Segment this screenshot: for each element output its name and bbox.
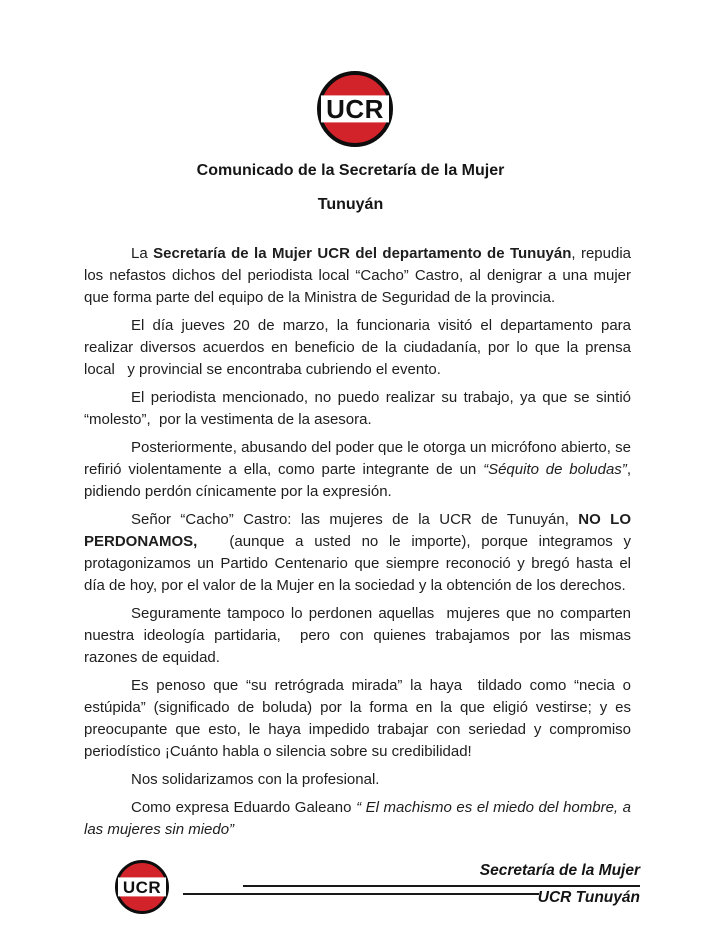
text-run-italic: “ El machismo es el miedo del hombre, a las mujeres sin miedo” — [84, 799, 631, 838]
signature-rule-bottom — [183, 893, 539, 895]
signature-title: Secretaría de la Mujer — [479, 862, 640, 879]
text-run: Como expresa Eduardo Galeano — [131, 799, 357, 816]
signature-rule-top — [243, 885, 640, 887]
ucr-logo-footer — [115, 860, 169, 914]
paragraph-8 — [84, 769, 631, 791]
paragraph-5 — [84, 509, 631, 597]
text-run: Posteriormente, abusando del poder que le otorga un micrófono abierto, se refirió violentamente a ella, como parte integrante de un — [84, 439, 631, 478]
ucr-logo — [317, 71, 393, 147]
document-title: Comunicado de la Secretaría de la Mujer — [196, 162, 505, 179]
text-run: El día jueves 20 de marzo, la funcionaria visitó el departamento para realizar diversos acuerdos en beneficio de la ciudadanía, por lo que la prensa local y provincial se encontraba cubriendo el evento. — [84, 317, 631, 378]
paragraph-3 — [84, 387, 631, 431]
text-run: , pidiendo perdón cínicamente por la expresión. — [84, 461, 631, 500]
text-run: La — [131, 245, 154, 262]
document-body — [84, 243, 631, 847]
paragraph-4 — [84, 437, 631, 503]
text-run: El periodista mencionado, no puedo realizar su trabajo, ya que se sintió “molesto”, por la vestimenta de la asesora. — [84, 389, 631, 428]
text-run: , repudia los nefastos dichos del periodista local “Cacho” Castro, al denigrar a una mujer que forma parte del equipo de la Ministra de Seguridad de la provincia. — [84, 245, 631, 306]
text-run-italic: “Séquito de boludas” — [483, 461, 627, 478]
paragraph-1 — [84, 243, 631, 309]
paragraph-7 — [84, 675, 631, 763]
paragraph-2 — [84, 315, 631, 381]
paragraph-6 — [84, 603, 631, 669]
text-run: Señor “Cacho” Castro: las mujeres de la UCR de Tunuyán, — [131, 511, 579, 528]
text-run-bold: Secretaría de la Mujer UCR del departamento de Tunuyán — [153, 245, 572, 262]
logo-text: UCR — [326, 94, 384, 124]
signature-subtitle: UCR Tunuyán — [537, 889, 640, 906]
text-run-bold: NO LO PERDONAMOS, — [84, 511, 631, 550]
logo-text: UCR — [122, 877, 162, 897]
paragraph-9 — [84, 797, 631, 841]
text-run: Seguramente tampoco lo perdonen aquellas mujeres que no comparten nuestra ideología partidaria, pero con quienes trabajamos por las mismas razones de equidad. — [84, 605, 631, 666]
text-run: (aunque a usted no le importe), porque integramos y protagonizamos un Partido Centenario que siempre reconoció y bregó hasta el día de hoy, por el valor de la Mujer en la sociedad y la obtención de los derechos. — [84, 533, 631, 594]
document-subtitle: Tunuyán — [317, 196, 384, 213]
text-run: Nos solidarizamos con la profesional. — [131, 771, 380, 788]
text-run: Es penoso que “su retrógrada mirada” la haya tildado como “necia o estúpida” (significado de boluda) por la forma en la que eligió vestirse; y es preocupante que esto, le haya impedido trabajar con seriedad y compromiso periodístico ¡Cuánto habla o silencia sobre su credibilidad! — [84, 677, 631, 760]
